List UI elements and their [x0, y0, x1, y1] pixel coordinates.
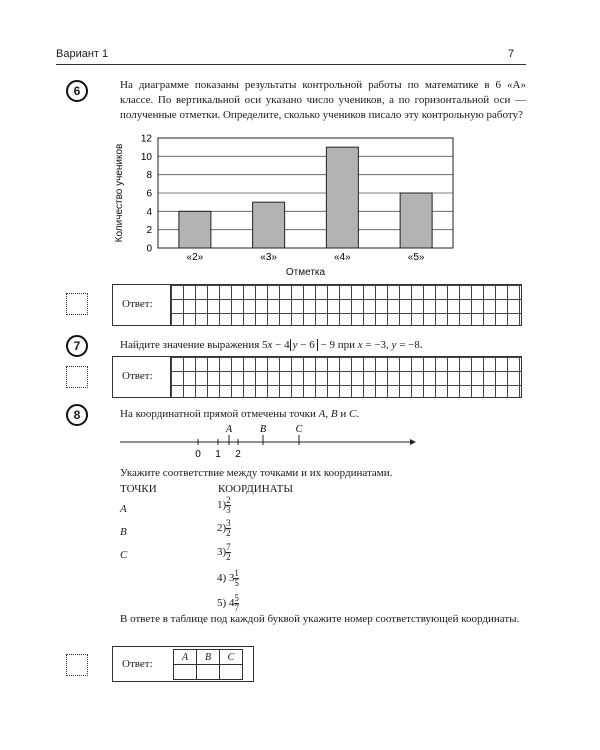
- q7-text-part: = −3,: [362, 339, 392, 351]
- mixed-whole: 4: [228, 597, 235, 610]
- page-number: 7: [508, 48, 515, 60]
- answer-box-8[interactable]: [112, 646, 254, 682]
- fraction-denominator: 2: [226, 528, 231, 538]
- question-6-text: На диаграмме показаны результаты контрольной работы по математике в 6 «А» классе. По вертикальной оси указано число учеников, а по горизонтальной оси — полученные отметки. Определите, сколько учеников писало эту контрольную работу?: [120, 79, 526, 121]
- fraction-numerator: 3: [226, 518, 231, 528]
- point-label-b: B: [259, 424, 267, 435]
- q8-point-b: B: [330, 408, 338, 420]
- fraction: [226, 543, 231, 562]
- coord-option-4: [217, 569, 239, 588]
- q8-point-c: C: [348, 408, 357, 420]
- mixed-whole: 3: [228, 572, 235, 585]
- point-item-b: B: [120, 526, 127, 538]
- q7-text-part: = −8.: [396, 339, 423, 351]
- fraction: [234, 569, 239, 588]
- q7-text-part: − 6: [297, 339, 315, 351]
- coord-option-number: 1): [217, 499, 227, 512]
- results-bar-chart: [100, 128, 500, 278]
- answer-label-6: Ответ:: [122, 298, 153, 310]
- column-header-points: ТОЧКИ: [120, 483, 157, 495]
- chart-x-tick-label: «4»: [334, 252, 351, 263]
- fraction-numerator: 7: [226, 542, 231, 552]
- fraction-numerator: 2: [226, 495, 231, 505]
- chart-x-tick-label: «3»: [260, 252, 277, 263]
- point-label-c: C: [295, 424, 303, 435]
- chart-x-tick-label: «2»: [186, 252, 204, 263]
- chart-y-tick-label: 8: [146, 170, 152, 182]
- coord-option-3: [217, 543, 231, 562]
- q8-text-part: и: [337, 408, 349, 420]
- coord-option-number: 5): [217, 597, 227, 610]
- tick-label-2: 2: [235, 449, 241, 460]
- chart-x-tick-labels: [187, 252, 425, 263]
- chart-bars: [179, 147, 432, 248]
- chart-y-tick-label: 6: [146, 188, 152, 200]
- chart-bar: [326, 147, 358, 248]
- question-number-7: 7: [66, 335, 88, 357]
- q7-abs-value: [290, 339, 315, 351]
- chart-x-tick-label: «5»: [407, 252, 425, 263]
- answer-table-8: [173, 649, 243, 680]
- question-number-6: 6: [66, 80, 88, 102]
- coord-option-1: [217, 496, 231, 515]
- answer-box-6[interactable]: [112, 284, 522, 326]
- column-header-coordinates: КООРДИНАТЫ: [218, 483, 293, 495]
- q8-instruction: Укажите соответствие между точками и их координатами.: [120, 467, 393, 479]
- q8-text-part: .: [356, 408, 360, 420]
- q7-text-part: Найдите значение выражения 5: [120, 339, 268, 351]
- fraction-numerator: 5: [234, 593, 239, 603]
- chart-bar: [253, 202, 285, 248]
- answer-grid-6[interactable]: [170, 285, 522, 326]
- coord-option-number: 3): [217, 546, 227, 559]
- q7-text-part: − 9 при: [317, 339, 358, 351]
- q7-var-x: x: [267, 339, 273, 351]
- score-box-6: [66, 293, 88, 315]
- table-header-c: C: [220, 650, 243, 665]
- answer-label-7: Ответ:: [122, 370, 153, 382]
- question-7-text: [120, 338, 423, 353]
- chart-y-tick-label: 2: [146, 225, 152, 237]
- point-item-a: A: [120, 503, 127, 515]
- score-box-8: [66, 654, 88, 676]
- q8-text-part: На координатной прямой отмечены точки: [120, 408, 319, 420]
- answer-cell-a[interactable]: [174, 665, 197, 680]
- fraction-denominator: 7: [234, 603, 239, 613]
- q8-text-part: ,: [325, 408, 331, 420]
- chart-bar: [400, 193, 432, 248]
- question-8-intro: [120, 407, 359, 422]
- fraction-denominator: 2: [226, 552, 231, 562]
- table-header-b: B: [197, 650, 220, 665]
- header-divider: [56, 64, 526, 65]
- chart-y-tick-label: 4: [146, 206, 152, 218]
- fraction: [226, 496, 231, 515]
- q8-footer-text: В ответе в таблице под каждой буквой укажите номер соответствующей координаты.: [120, 613, 520, 625]
- coord-option-number: 2): [217, 522, 227, 535]
- chart-y-axis-label: Количество учеников: [114, 143, 125, 243]
- fraction: [234, 594, 239, 613]
- q7-text-part: − 4: [272, 339, 290, 351]
- fraction-denominator: 3: [226, 505, 231, 515]
- point-label-a: A: [225, 424, 233, 435]
- chart-bar: [179, 211, 211, 248]
- tick-label-1: 1: [215, 449, 221, 460]
- answer-cell-c[interactable]: [220, 665, 243, 680]
- answer-box-7[interactable]: [112, 356, 522, 398]
- coord-option-2: [217, 519, 231, 538]
- coordinate-line: [118, 422, 418, 464]
- tick-label-0: 0: [195, 449, 201, 460]
- fraction-numerator: 1: [234, 568, 239, 578]
- q7-var-y: y: [292, 339, 298, 351]
- question-number-8: 8: [66, 404, 88, 426]
- fraction: [226, 519, 231, 538]
- q8-point-a: A: [318, 408, 326, 420]
- chart-y-tick-labels: [141, 134, 153, 255]
- q7-var-x: x: [357, 339, 363, 351]
- answer-cell-b[interactable]: [197, 665, 220, 680]
- chart-x-axis-label: Отметка: [285, 267, 326, 278]
- chart-y-tick-label: 10: [140, 151, 152, 163]
- q7-var-y: y: [391, 339, 397, 351]
- chart-y-tick-label: 12: [140, 133, 152, 145]
- variant-label: Вариант 1: [56, 48, 109, 60]
- answer-label-8: Ответ:: [122, 658, 153, 670]
- coord-option-number: 4): [217, 572, 227, 585]
- fraction-denominator: 5: [234, 578, 239, 588]
- point-item-c: C: [120, 549, 128, 561]
- coord-option-5: [217, 594, 239, 613]
- score-box-7: [66, 366, 88, 388]
- table-header-a: A: [174, 650, 197, 665]
- chart-y-tick-label: 0: [146, 243, 152, 255]
- axis-arrow-icon: [410, 439, 416, 445]
- answer-grid-7[interactable]: [170, 357, 522, 398]
